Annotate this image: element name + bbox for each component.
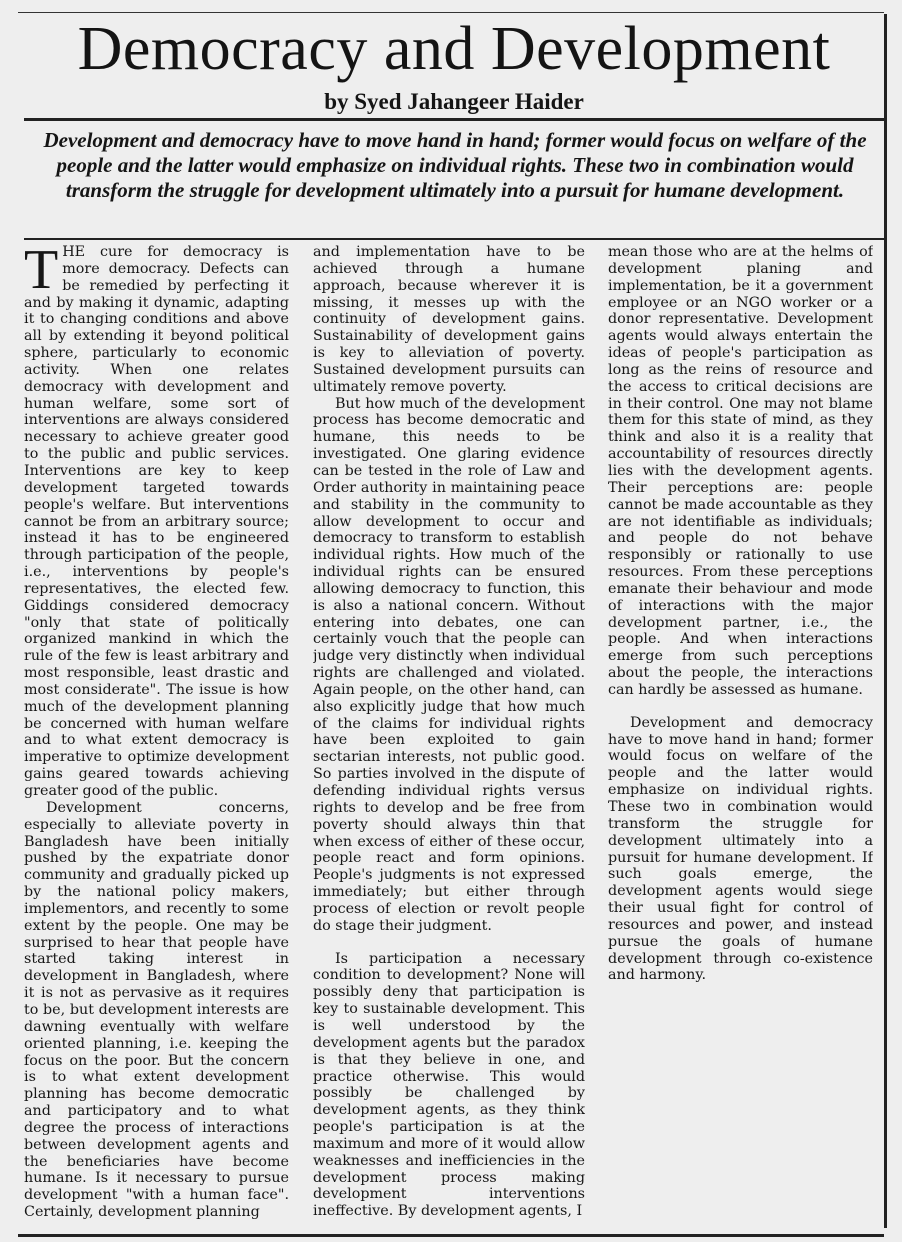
body-paragraph-4: Is participation a necessary condition to development? None will possibly deny that participation is key to sustainable development. This is well understood by the development agents but the paradox is that they believe in one, and practice otherwise. This would possibly be challenged by development agents, as they think people's participation is at the maximum and more of it would allow weaknesses and inefficiencies in the development process making development interventions ineffective. By development agents, I (313, 950, 585, 1220)
body-column-3 (608, 244, 873, 1224)
top-rule (18, 12, 884, 13)
body-column-1 (24, 244, 289, 1224)
body-paragraph-continued: mean those who are at the helms of development planing and implementation, be it a government employee or an NGO worker or a donor representative. Development agents would always entertain the ideas of people's participation as long as the reins of resource and the access to critical decisions are in their control. One may not blame them for this state of mind, as they think and also it is a reality that accountability of resources directly lies with the development agents. Their perceptions are: people cannot be made accountable as they are not identifiable as individuals; and people do not behave responsibly or rationally to use resources. From these perceptions emanate their behaviour and mode of interactions with the major development partner, i.e., the people. And when interactions emerge from such perceptions about the people, the interactions can hardly be assessed as humane. (608, 244, 873, 698)
body-paragraph-1 (24, 244, 289, 800)
body-paragraph-5: Development and democracy have to move hand in hand; former would focus on welfare of the people and the latter would emphasize on individual rights. These two in combination would transform the struggle for development ultimately into a pursuit for humane development. If such goals emerge, the development agents would siege their usual fight for control of resources and power, and instead pursue the goals of humane development through co-existence and harmony. (608, 714, 873, 984)
body-column-2 (313, 244, 585, 1224)
lead-in-caps: HE (62, 244, 86, 260)
paragraph-1-text: cure for democracy is more democracy. Defects can be remedied by perfecting it and by making it dynamic, adapting it to changing conditions and above all by extending it beyond political sphere, particularly to economic activity. When one relates democracy with development and human welfare, some sort of interventions are always considered necessary to achieve greater good to the public and public services. Interventions are key to keep development targeted towards people's welfare. But interventions cannot be from an arbitrary source; instead it has to be engineered through participation of the people, i.e., interventions by people's representatives, the elected few. Giddings considered democracy "only that state of politically organized mankind in which the rule of the few is least arbitrary and most responsible, least drastic and most considerate". The issue is how much of the development planning be concerned with human welfare and to what extent democracy is imperative to optimize development gains geared towards achieving greater good of the public. (24, 244, 289, 799)
article-deck: Development and democracy have to move hand in hand; former would focus on welfare of the people and the latter would emphasize on individual rights. These two in combination would transform the struggle for development ultimately into a pursuit for humane development. (43, 128, 867, 202)
byline-rule (24, 118, 884, 121)
drop-cap: T (24, 244, 59, 301)
deck-rule (24, 238, 884, 240)
body-paragraph-continued: and implementation have to be achieved through a humane approach, because wherever it is missing, it messes up with the continuity of development gains. Sustainability of development gains is key to alleviation of poverty. Sustained development pursuits can ultimately remove poverty. (313, 244, 585, 395)
body-paragraph-3: But how much of the development process has become democratic and humane, this needs to be investigated. One glaring evidence can be tested in the role of Law and Order authority in maintaining peace and stability in the community to allow development to occur and democracy to transform to establish individual rights. How much of the individual rights can be ensured allowing democracy to function, this is also a national concern. Without entering into debates, one can certainly vouch that the people can judge very distinctly when individual rights are challenged and violated. Again people, on the other hand, can also explicitly judge that how much of the claims for individual rights have been exploited to gain sectarian interests, not public good. So parties involved in the dispute of defending individual rights versus rights to develop and be free from poverty should always thin that when excess of either of these occur, people react and form opinions. People's judgments is not expressed immediately; but either through process of election or revolt people do stage their judgment. (313, 395, 585, 934)
body-paragraph-2: Development concerns, especially to alleviate poverty in Bangladesh have been initially pushed by the expatriate donor community and gradually picked up by the national policy makers, implementors, and recently to some extent by the people. One may be surprised to hear that people have started taking interest in development in Bangladesh, where it is not as pervasive as it requires to be, but development interests are dawning eventually with welfare oriented planning, i.e. keeping the focus on the poor. But the concern is to what extent development planning has become democratic and participatory and to what degree the process of interactions between development agents and the beneficiaries have become humane. Is it necessary to pursue development "with a human face". Certainly, development planning (24, 799, 289, 1221)
bottom-rule (18, 1234, 884, 1237)
article-title: Democracy and Development (77, 15, 831, 83)
right-border-rule (884, 14, 887, 1228)
article-byline: by Syed Jahangeer Haider (324, 89, 584, 114)
